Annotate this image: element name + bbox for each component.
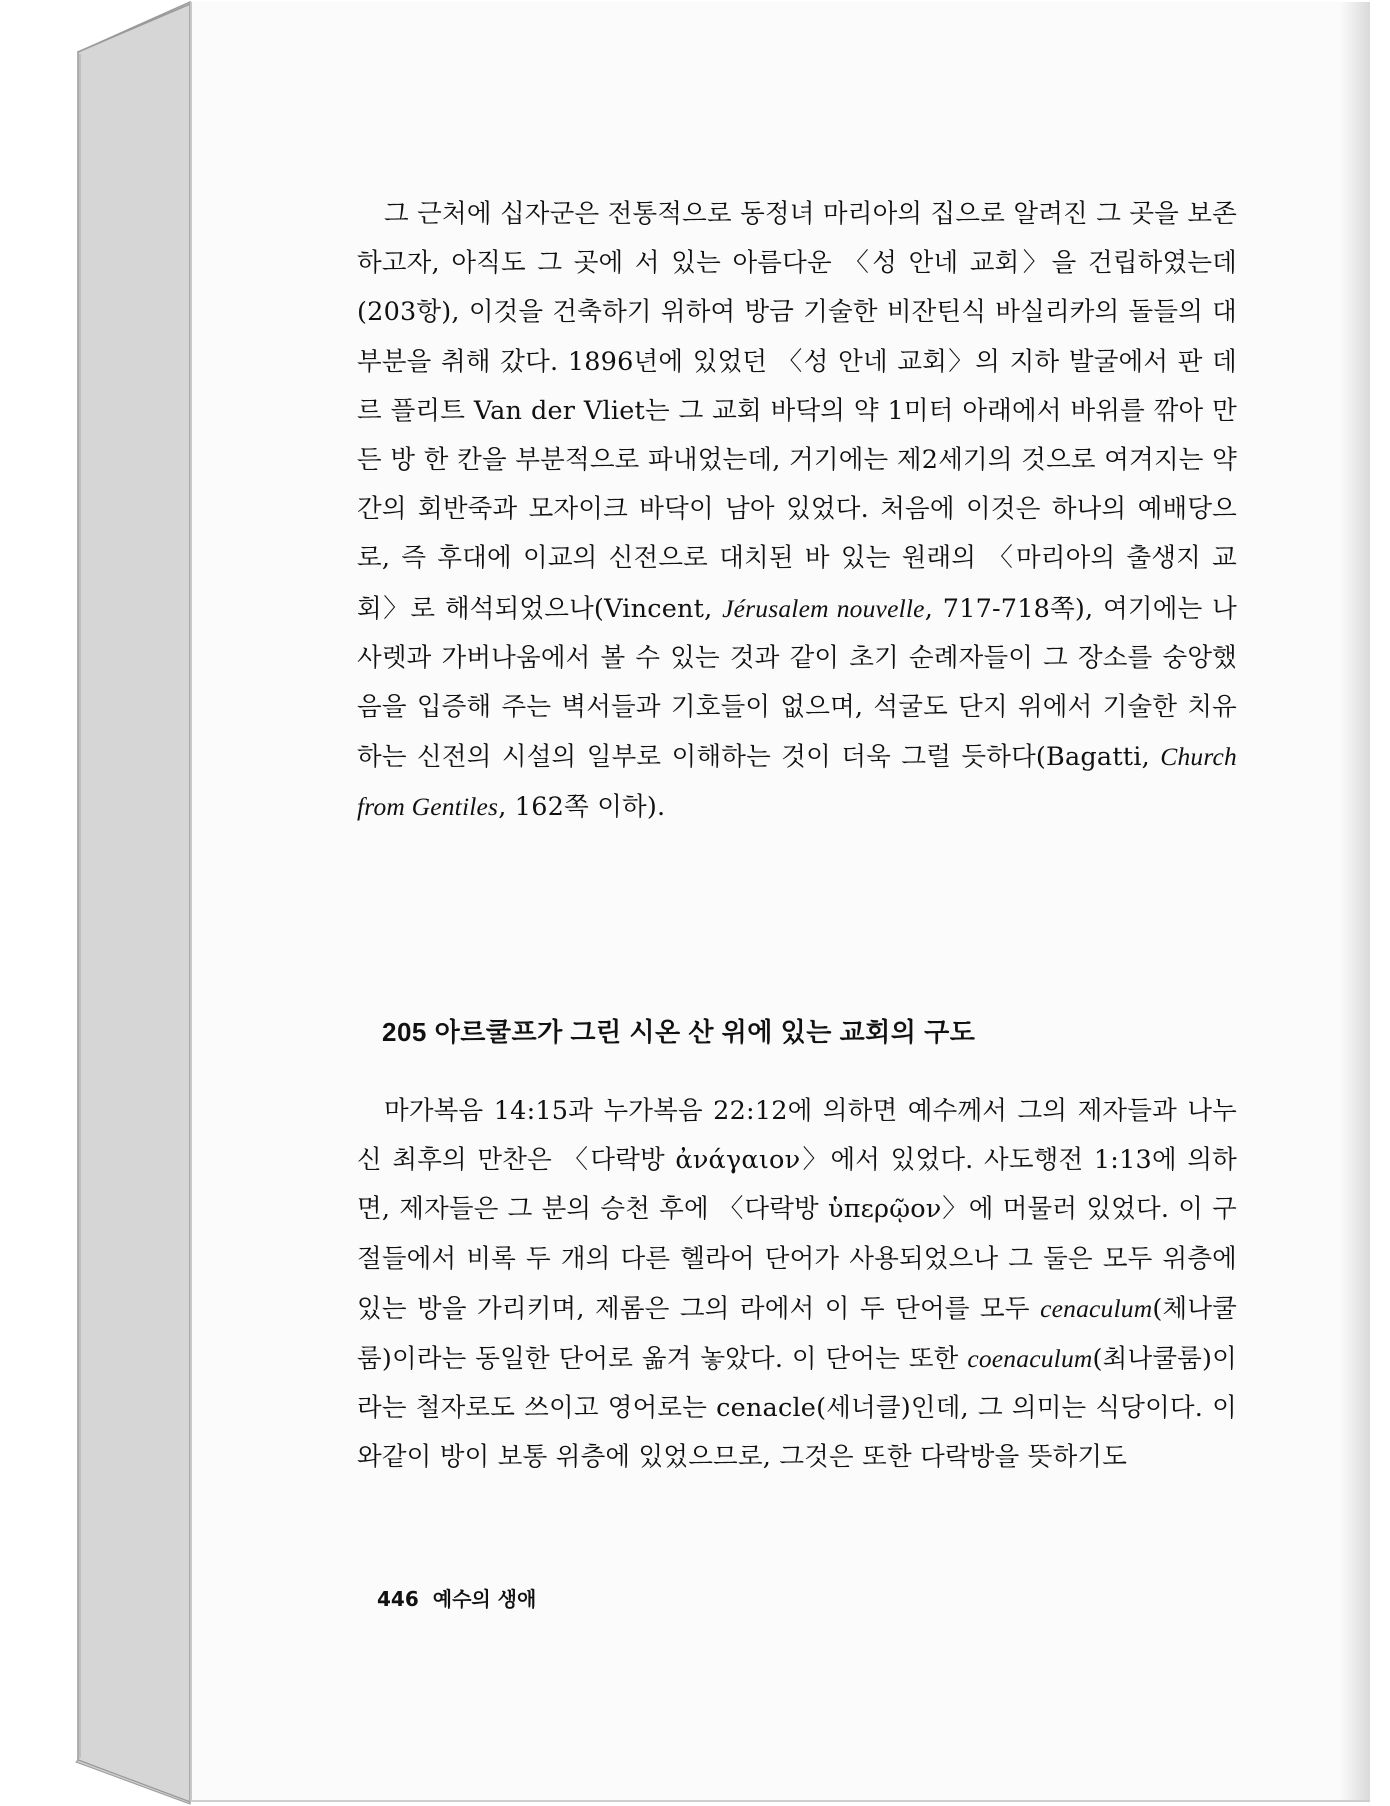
paragraph-2-part-a: 마가복음 14:15과 누가복음 22:12에 의하면 예수께서 그의 제자들과 나누신 최후의 만찬은 〈다락방 ἀνάγαιον〉에서 있었다. 사도행전 1:13에 의하면, 제자들은 그 분의 승천 후에 〈다락방 ὑπερῷον〉에 머물러 있었다. 이 구절들에서 비록 두 개의 다른 헬라어 단어가 사용되었으나 그 둘은 모두 위층에 있는 방을 가리키며, 제롬은 그의 라에서 이 두 단어를 모두 — [357, 1096, 1237, 1324]
paragraph-1-part-b: , 717-718쪽), 여기에는 나사렛과 가버나움에서 볼 수 있는 것과 같이 초기 순례자들이 그 장소를 숭앙했음을 입증해 주는 벽서들과 기호들이 없으며, 석굴도 단지 위에서 기술한 치유하는 신전의 시설의 일부로 이해하는 것이 더욱 그럴 듯하다(Bagatti, — [357, 593, 1237, 773]
book-page — [190, 2, 1370, 1802]
paragraph-1-italic-title-b: Church from Gentiles — [357, 742, 1237, 822]
page-number: 446 — [377, 1587, 419, 1611]
section-heading: 205 아르쿨프가 그린 시온 산 위에 있는 교회의 구도 — [382, 1017, 976, 1047]
paragraph-2-text — [357, 1087, 1237, 1483]
paragraph-1-part-a: 그 근처에 십자군은 전통적으로 동정녀 마리아의 집으로 알려진 그 곳을 보존하고자, 아직도 그 곳에 서 있는 아름다운 〈성 안네 교회〉을 건립하였는데(203항), 이것을 건축하기 위하여 방금 기술한 비잔틴식 바실리카의 돌들의 대부분을 취해 갔다. 1896년에 있었던 〈성 안네 교회〉의 지하 발굴에서 판 데르 플리트 Van der Vliet는 그 교회 바닥의 약 1미터 아래에서 바위를 깎아 만든 방 한 칸을 부분적으로 파내었는데, 거기에는 제2세기의 것으로 여겨지는 약간의 회반죽과 모자이크 바닥이 남아 있었다. 처음에 이것은 하나의 예배당으로, 즉 후대에 이교의 신전으로 대치된 바 있는 원래의 〈마리아의 출생지 교회〉로 해석되었으나(Vincent, — [357, 199, 1237, 624]
page-footer — [377, 1584, 536, 1614]
paragraph-1-part-c: , 162쪽 이하). — [498, 792, 666, 823]
paragraph-2 — [357, 1087, 1237, 1483]
paragraph-2-italic-word-a: cenaculum — [1040, 1293, 1153, 1323]
running-title: 예수의 생애 — [432, 1587, 537, 1611]
paragraph-1-italic-title-a: Jérusalem nouvelle — [722, 593, 925, 623]
page-edge-shadow — [1340, 2, 1370, 1800]
paragraph-2-part-b: (체나쿨룸)이라는 동일한 단어로 옮겨 놓았다. 이 단어는 또한 — [357, 1293, 1237, 1375]
paragraph-2-italic-word-b: coenaculum — [967, 1344, 1093, 1374]
paragraph-1-text — [357, 190, 1237, 833]
paragraph-2-part-c: (최나쿨룸)이라는 철자로도 쓰이고 영어로는 cenacle(세너클)인데, 그 의미는 식당이다. 이와같이 방이 보통 위층에 있었으므로, 그것은 또한 다락방을 뜻하기도 — [357, 1344, 1237, 1473]
paragraph-1 — [357, 190, 1237, 833]
